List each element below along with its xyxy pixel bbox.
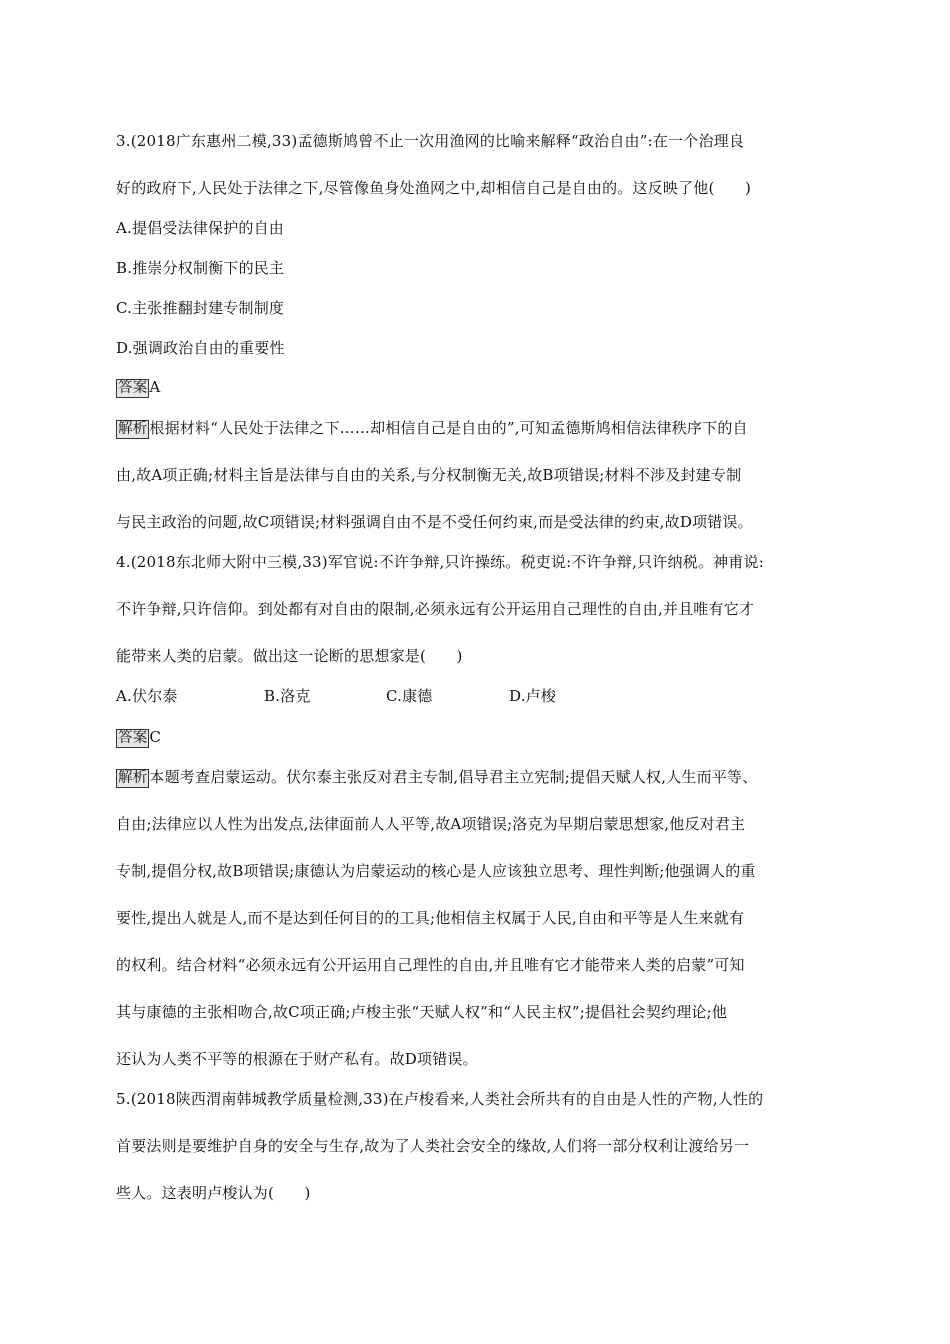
answer-tag: 答案 — [118, 730, 148, 746]
q3-answer-value: A — [149, 378, 161, 396]
q4-option-c: C.康德 — [386, 687, 433, 705]
analysis-tag: 解析 — [118, 770, 148, 786]
q4-analysis-line-3: 专制,提倡分权,故B项错误;康德认为启蒙运动的核心是人应该独立思考、理性判断;他强调人的重 — [116, 862, 756, 880]
q3-option-d: D.强调政治自由的重要性 — [116, 339, 285, 357]
q3-analysis-text-1: 根据材料“人民处于法律之下……却相信自己是自由的”,可知孟德斯鸠相信法律秩序下的自 — [149, 419, 748, 437]
q4-analysis-line-5: 的权利。结合材料“必须永远有公开运用自己理性的自由,并且唯有它才能带来人类的启蒙”可知 — [116, 956, 745, 974]
q4-option-a: A.伏尔泰 — [116, 687, 178, 705]
q5-stem-line-1: 5.(2018陕西渭南韩城教学质量检测,33)在卢梭看来,人类社会所共有的自由是人性的产物,人性的 — [116, 1090, 764, 1108]
q3-answer-line — [116, 377, 160, 398]
q5-stem-line-2: 首要法则是要维护自身的安全与生存,故为了人类社会安全的缘故,人们将一部分权利让渡给另一 — [116, 1137, 750, 1155]
q3-stem-line-2: 好的政府下,人民处于法律之下,尽管像鱼身处渔网之中,却相信自己是自由的。这反映了他( ) — [116, 179, 752, 197]
q3-analysis-line-2: 由,故A项正确;材料主旨是法律与自由的关系,与分权制衡无关,故B项错误;材料不涉及封建专制 — [116, 466, 742, 484]
q4-option-d: D.卢梭 — [509, 687, 557, 705]
q4-option-b: B.洛克 — [264, 687, 311, 705]
q3-analysis-line-1 — [116, 418, 748, 439]
q4-analysis-line-4: 要性,提出人就是人,而不是达到任何目的的工具;他相信主权属于人民,自由和平等是人生来就有 — [116, 909, 745, 927]
q4-answer-line — [116, 727, 161, 748]
q3-option-a: A.提倡受法律保护的自由 — [116, 219, 285, 237]
q3-stem-line-1: 3.(2018广东惠州二模,33)孟德斯鸠曾不止一次用渔网的比喻来解释“政治自由”:在一个治理良 — [116, 132, 745, 150]
analysis-tag: 解析 — [118, 421, 148, 437]
q3-analysis-line-3: 与民主政治的问题,故C项错误;材料强调自由不是不受任何约束,而是受法律的约束,故D项错误。 — [116, 513, 753, 531]
q4-options-row — [116, 686, 556, 706]
q5-stem-line-3: 些人。这表明卢梭认为( ) — [116, 1184, 311, 1202]
q4-analysis-line-1 — [116, 767, 757, 788]
q4-stem-line-1: 4.(2018东北师大附中三模,33)军官说:不许争辩,只许操练。税吏说:不许争辩,只许纳税。神甫说: — [116, 553, 764, 571]
q4-stem-line-3: 能带来人类的启蒙。做出这一论断的思想家是( ) — [116, 647, 463, 665]
q3-option-c: C.主张推翻封建专制制度 — [116, 299, 285, 317]
q4-analysis-line-7: 还认为人类不平等的根源在于财产私有。故D项错误。 — [116, 1050, 478, 1068]
answer-tag: 答案 — [118, 380, 148, 396]
q4-analysis-line-2: 自由;法律应以人性为出发点,法律面前人人平等,故A项错误;洛克为早期启蒙思想家,他反对君主 — [116, 815, 746, 833]
q3-option-b: B.推崇分权制衡下的民主 — [116, 259, 285, 277]
q4-answer-value: C — [149, 728, 162, 746]
q4-analysis-line-6: 其与康德的主张相吻合,故C项正确;卢梭主张“天赋人权”和“人民主权”;提倡社会契约理论;他 — [116, 1003, 728, 1021]
q4-analysis-text-1: 本题考查启蒙运动。伏尔泰主张反对君主专制,倡导君主立宪制;提倡天赋人权,人生而平等、 — [149, 768, 758, 786]
q4-stem-line-2: 不许争辩,只许信仰。到处都有对自由的限制,必须永远有公开运用自己理性的自由,并且唯有它才 — [116, 600, 755, 618]
